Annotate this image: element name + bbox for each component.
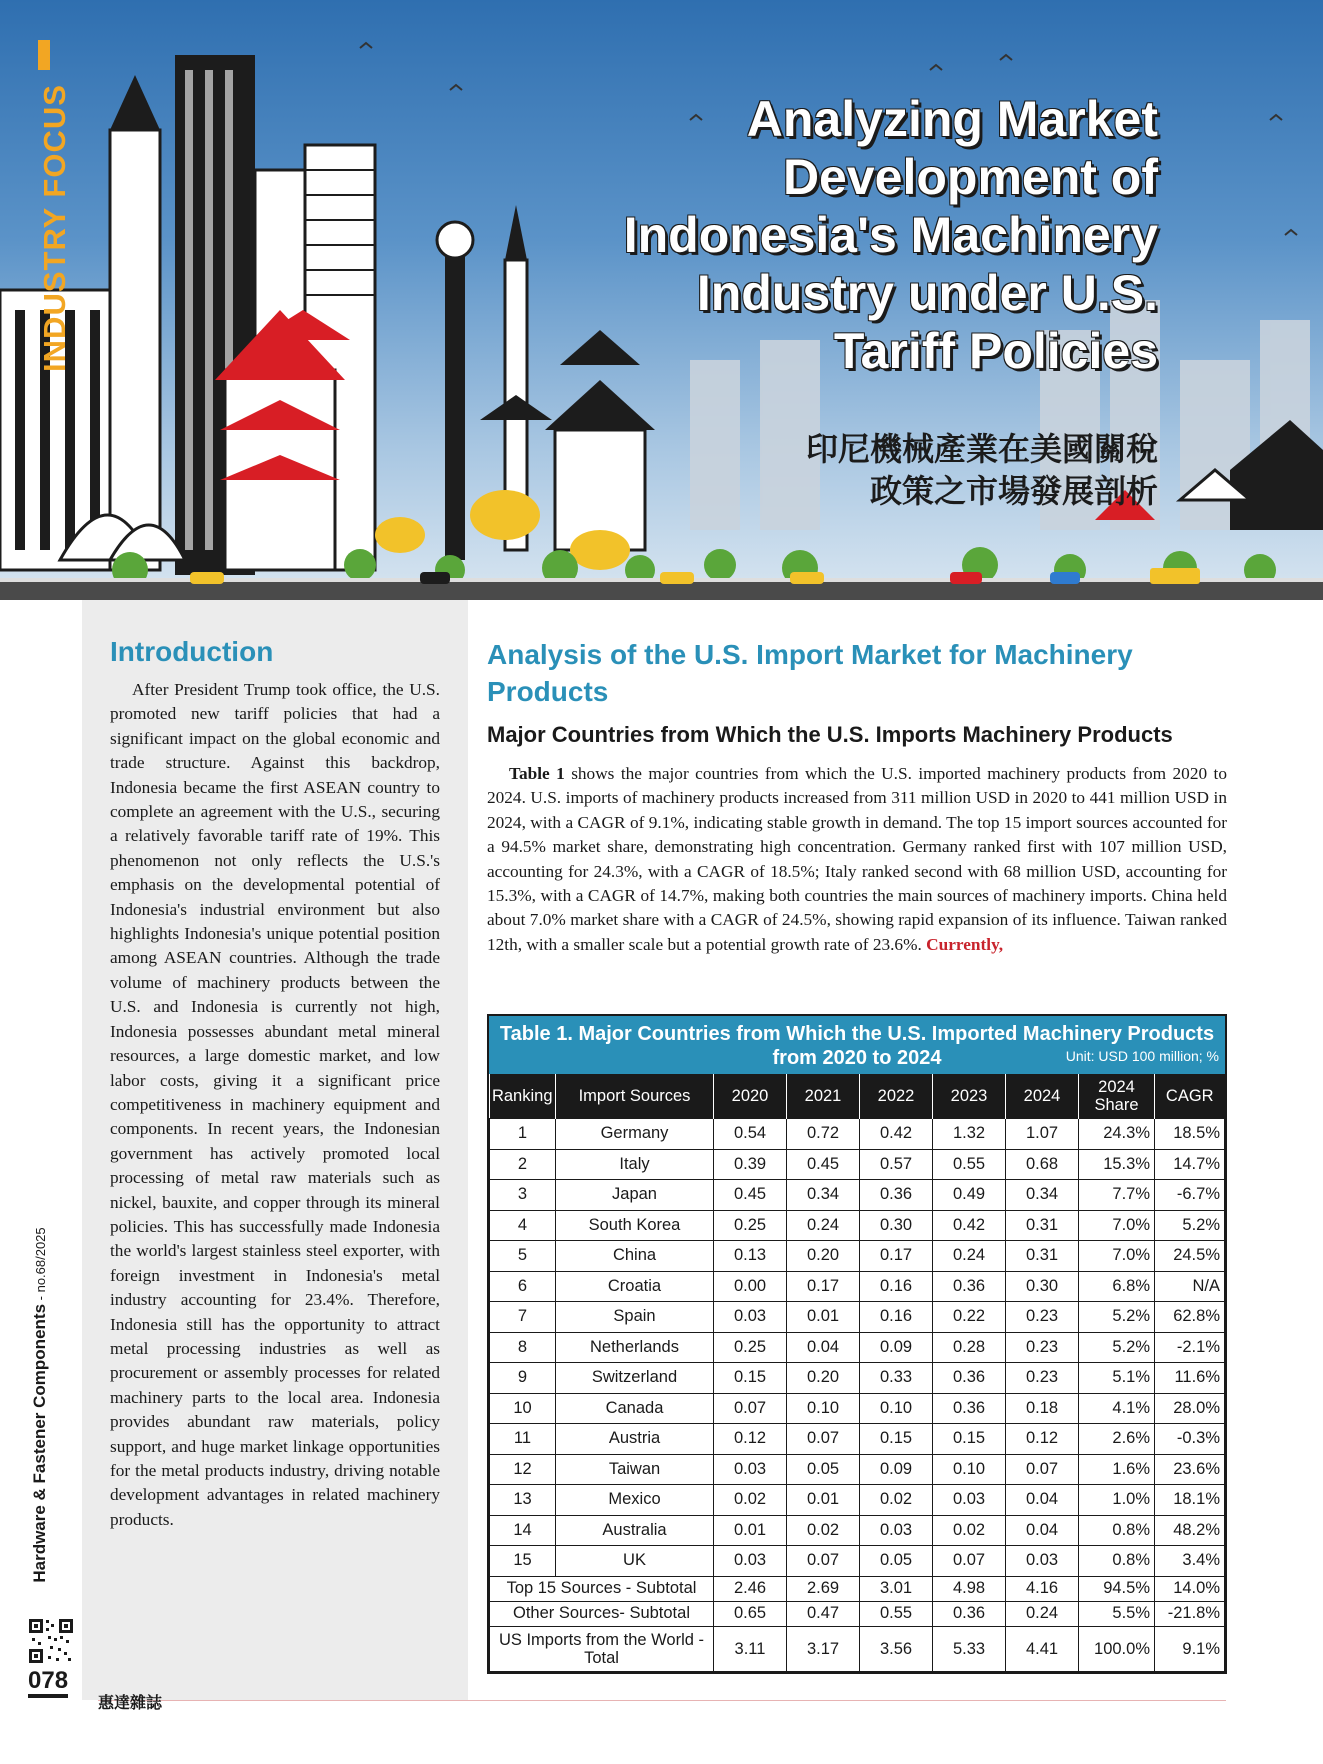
value-cell: 2.6% xyxy=(1079,1424,1155,1455)
value-cell: 0.07 xyxy=(787,1546,860,1577)
value-cell: 0.55 xyxy=(933,1149,1006,1180)
value-cell: 100.0% xyxy=(1079,1626,1155,1671)
country-cell: Spain xyxy=(556,1302,714,1333)
value-cell: 0.23 xyxy=(1006,1302,1079,1333)
table-row xyxy=(490,1210,1225,1241)
value-cell: 18.5% xyxy=(1155,1119,1225,1150)
value-cell: 0.45 xyxy=(787,1149,860,1180)
rank-cell: 14 xyxy=(490,1515,556,1546)
header-cell: 2024 Share xyxy=(1079,1074,1155,1119)
value-cell: 24.5% xyxy=(1155,1241,1225,1272)
value-cell: 0.05 xyxy=(860,1546,933,1577)
value-cell: 0.02 xyxy=(787,1515,860,1546)
magazine-name: 惠達雜誌 xyxy=(98,1693,163,1712)
header-cell: Import Sources xyxy=(556,1074,714,1119)
table-row xyxy=(490,1119,1225,1150)
value-cell: 0.47 xyxy=(787,1601,860,1626)
value-cell: 9.1% xyxy=(1155,1626,1225,1671)
value-cell: 0.15 xyxy=(860,1424,933,1455)
value-cell: 0.23 xyxy=(1006,1332,1079,1363)
value-cell: 0.07 xyxy=(787,1424,860,1455)
value-cell: 5.2% xyxy=(1155,1210,1225,1241)
value-cell: 0.57 xyxy=(860,1149,933,1180)
value-cell: 0.28 xyxy=(933,1332,1006,1363)
value-cell: 0.45 xyxy=(714,1180,787,1211)
footer-divider xyxy=(98,1700,1226,1701)
table-summary-row xyxy=(490,1601,1225,1626)
table-summary-row xyxy=(490,1626,1225,1671)
intro-heading: Introduction xyxy=(110,636,274,667)
rank-cell: 12 xyxy=(490,1454,556,1485)
value-cell: 0.24 xyxy=(787,1210,860,1241)
value-cell: 5.2% xyxy=(1079,1332,1155,1363)
country-cell: Australia xyxy=(556,1515,714,1546)
value-cell: 0.04 xyxy=(787,1332,860,1363)
value-cell: 3.4% xyxy=(1155,1546,1225,1577)
rank-cell: 6 xyxy=(490,1271,556,1302)
value-cell: 6.8% xyxy=(1079,1271,1155,1302)
value-cell: 0.23 xyxy=(1006,1363,1079,1394)
rank-cell: 7 xyxy=(490,1302,556,1333)
table-row xyxy=(490,1393,1225,1424)
country-cell: China xyxy=(556,1241,714,1272)
rank-cell: 4 xyxy=(490,1210,556,1241)
value-cell: 0.12 xyxy=(714,1424,787,1455)
country-cell: Mexico xyxy=(556,1485,714,1516)
value-cell: 3.01 xyxy=(860,1576,933,1601)
value-cell: 1.32 xyxy=(933,1119,1006,1150)
rank-cell: 11 xyxy=(490,1424,556,1455)
header-cell: CAGR xyxy=(1155,1074,1225,1119)
page-number: 078 xyxy=(28,1668,68,1698)
value-cell: 0.68 xyxy=(1006,1149,1079,1180)
country-cell: Taiwan xyxy=(556,1454,714,1485)
country-cell: Croatia xyxy=(556,1271,714,1302)
value-cell: 0.34 xyxy=(787,1180,860,1211)
value-cell: 0.09 xyxy=(860,1332,933,1363)
value-cell: 0.34 xyxy=(1006,1180,1079,1211)
value-cell: 0.36 xyxy=(860,1180,933,1211)
value-cell: 1.0% xyxy=(1079,1485,1155,1516)
value-cell: 94.5% xyxy=(1079,1576,1155,1601)
table-row xyxy=(490,1302,1225,1333)
section-tag-label: INDUSTRY FOCUS xyxy=(37,84,72,372)
value-cell: 28.0% xyxy=(1155,1393,1225,1424)
country-cell: Italy xyxy=(556,1149,714,1180)
value-cell: 0.25 xyxy=(714,1210,787,1241)
rank-cell: 13 xyxy=(490,1485,556,1516)
header-cell: 2022 xyxy=(860,1074,933,1119)
table-row xyxy=(490,1149,1225,1180)
table-summary-row xyxy=(490,1576,1225,1601)
table-row xyxy=(490,1271,1225,1302)
value-cell: 0.24 xyxy=(1006,1601,1079,1626)
header-cell: 2023 xyxy=(933,1074,1006,1119)
value-cell: 0.04 xyxy=(1006,1485,1079,1516)
value-cell: 0.42 xyxy=(933,1210,1006,1241)
value-cell: 0.42 xyxy=(860,1119,933,1150)
value-cell: 0.55 xyxy=(860,1601,933,1626)
rank-cell: 15 xyxy=(490,1546,556,1577)
value-cell: 7.0% xyxy=(1079,1210,1155,1241)
analysis-subheading: Major Countries from Which the U.S. Imports Machinery Products xyxy=(487,722,1173,747)
value-cell: 0.15 xyxy=(933,1424,1006,1455)
country-cell: Switzerland xyxy=(556,1363,714,1394)
value-cell: 14.7% xyxy=(1155,1149,1225,1180)
value-cell: 4.16 xyxy=(1006,1576,1079,1601)
intro-paragraph: After President Trump took office, the U.S. promoted new tariff policies that had a significant impact on the global economic and trade structure. Against this backdrop, Indonesia became the first ASEAN country to complete an agreement with the U.S., securing a relatively favorable tariff rate of 19%. This phenomenon not only reflects the U.S.'s emphasis on the developmental potential of Indonesia's industrial environment but also highlights Indonesia's unique potential position among ASEAN countries. Although the trade volume of machinery products between the U.S. and Indonesia is currently not high, Indonesia possesses abundant metal mineral resources, a large domestic market, and low labor costs, giving it a significant price competitiveness in machinery equipment and components. In recent years, the Indonesian government has actively promoted local processing of metal raw materials such as nickel, bauxite, and copper through its mineral policies. This has successfully made Indonesia the world's largest stainless steel exporter, with foreign investment in Indonesia's metal industry accounting for 23.4%. Therefore, Indonesia still has the opportunity to attract metal processing industries as well as procurement or assembly processes for related machinery parts to the local area. Indonesia provides abundant raw materials, policy support, and huge market linkage opportunities for the metal products industry, driving notable development advantages in related machinery products. xyxy=(110,680,440,1529)
value-cell: 0.30 xyxy=(860,1210,933,1241)
value-cell: 0.01 xyxy=(714,1515,787,1546)
value-cell: 0.33 xyxy=(860,1363,933,1394)
rank-cell: 8 xyxy=(490,1332,556,1363)
value-cell: 0.72 xyxy=(787,1119,860,1150)
value-cell: 0.8% xyxy=(1079,1546,1155,1577)
value-cell: 4.98 xyxy=(933,1576,1006,1601)
value-cell: 0.07 xyxy=(933,1546,1006,1577)
value-cell: 15.3% xyxy=(1079,1149,1155,1180)
country-cell: Japan xyxy=(556,1180,714,1211)
import-sources-table xyxy=(487,1014,1227,1674)
summary-label-cell: US Imports from the World - Total xyxy=(490,1626,714,1671)
table-title: Table 1. Major Countries from Which the U.S. Imported Machinery Products from 2020 to 2024 xyxy=(499,1023,1215,1069)
analysis-heading: Analysis of the U.S. Import Market for Machinery Products xyxy=(487,639,1133,707)
value-cell: 5.1% xyxy=(1079,1363,1155,1394)
value-cell: 0.24 xyxy=(933,1241,1006,1272)
title-zh-line: 政策之市場發展剖析 xyxy=(869,472,1158,510)
value-cell: 7.0% xyxy=(1079,1241,1155,1272)
table-header-row xyxy=(490,1074,1225,1119)
value-cell: 0.30 xyxy=(1006,1271,1079,1302)
value-cell: 1.07 xyxy=(1006,1119,1079,1150)
value-cell: 62.8% xyxy=(1155,1302,1225,1333)
value-cell: 0.36 xyxy=(933,1393,1006,1424)
country-cell: Netherlands xyxy=(556,1332,714,1363)
table-row xyxy=(490,1332,1225,1363)
analysis-text: shows the major countries from which the U.S. imported machinery products from 2020 to 2024. U.S. imports of machinery products increased from 311 million USD in 2020 to 441 million USD in 2024, with a CAGR of 9.1%, indicating stable growth in demand. The top 15 import sources accounted for a 94.5% market share, demonstrating high concentration. Germany ranked first with 107 million USD, accounting for 24.3%, with a CAGR of 18.5%; Italy ranked second with 68 million USD, accounting for 15.3%, with a CAGR of 14.7%, making both countries the main sources of machinery imports. China held about 7.0% market share with a CAGR of 24.5%, showing rapid expansion of its influence. Taiwan ranked 12th, with a smaller scale but a potential growth rate of 23.6%. xyxy=(487,764,1227,954)
value-cell: 0.02 xyxy=(860,1485,933,1516)
value-cell: 0.10 xyxy=(787,1393,860,1424)
value-cell: -6.7% xyxy=(1155,1180,1225,1211)
rank-cell: 10 xyxy=(490,1393,556,1424)
table-row xyxy=(490,1180,1225,1211)
value-cell: 5.5% xyxy=(1079,1601,1155,1626)
table-title-bar xyxy=(489,1016,1225,1074)
value-cell: 0.18 xyxy=(1006,1393,1079,1424)
rank-cell: 2 xyxy=(490,1149,556,1180)
value-cell: 0.02 xyxy=(933,1515,1006,1546)
value-cell: 0.03 xyxy=(714,1454,787,1485)
table-row xyxy=(490,1546,1225,1577)
hero-banner xyxy=(0,0,1323,600)
value-cell: 0.65 xyxy=(714,1601,787,1626)
value-cell: 3.56 xyxy=(860,1626,933,1671)
value-cell: 0.07 xyxy=(714,1393,787,1424)
value-cell: 0.22 xyxy=(933,1302,1006,1333)
title-line: Analyzing Market xyxy=(746,91,1158,147)
value-cell: -0.3% xyxy=(1155,1424,1225,1455)
value-cell: 4.1% xyxy=(1079,1393,1155,1424)
value-cell: 23.6% xyxy=(1155,1454,1225,1485)
table-reference: Table 1 xyxy=(509,764,565,783)
value-cell: 0.01 xyxy=(787,1302,860,1333)
value-cell: 0.03 xyxy=(933,1485,1006,1516)
table-body xyxy=(490,1119,1225,1672)
title-line: Industry under U.S. xyxy=(696,265,1158,321)
country-cell: South Korea xyxy=(556,1210,714,1241)
summary-label-cell: Top 15 Sources - Subtotal xyxy=(490,1576,714,1601)
value-cell: 0.05 xyxy=(787,1454,860,1485)
table-row xyxy=(490,1424,1225,1455)
summary-label-cell: Other Sources- Subtotal xyxy=(490,1601,714,1626)
value-cell: 0.8% xyxy=(1079,1515,1155,1546)
header-cell: 2021 xyxy=(787,1074,860,1119)
header-cell: 2020 xyxy=(714,1074,787,1119)
value-cell: 0.31 xyxy=(1006,1241,1079,1272)
section-tag-accent xyxy=(38,40,50,70)
value-cell: 0.03 xyxy=(714,1302,787,1333)
value-cell: 4.41 xyxy=(1006,1626,1079,1671)
value-cell: -21.8% xyxy=(1155,1601,1225,1626)
value-cell: 0.12 xyxy=(1006,1424,1079,1455)
country-cell: Austria xyxy=(556,1424,714,1455)
value-cell: 0.54 xyxy=(714,1119,787,1150)
table-row xyxy=(490,1241,1225,1272)
value-cell: 7.7% xyxy=(1079,1180,1155,1211)
value-cell: 1.6% xyxy=(1079,1454,1155,1485)
continued-text: Currently, xyxy=(926,934,1004,954)
table-row xyxy=(490,1515,1225,1546)
value-cell: 0.03 xyxy=(1006,1546,1079,1577)
value-cell: 0.39 xyxy=(714,1149,787,1180)
value-cell: 0.04 xyxy=(1006,1515,1079,1546)
rank-cell: 9 xyxy=(490,1363,556,1394)
value-cell: 0.17 xyxy=(787,1271,860,1302)
section-tag xyxy=(30,40,72,372)
value-cell: 24.3% xyxy=(1079,1119,1155,1150)
country-cell: Canada xyxy=(556,1393,714,1424)
header-cell: Ranking xyxy=(490,1074,556,1119)
value-cell: 0.03 xyxy=(860,1515,933,1546)
value-cell: 0.25 xyxy=(714,1332,787,1363)
value-cell: 48.2% xyxy=(1155,1515,1225,1546)
value-cell: 0.20 xyxy=(787,1241,860,1272)
value-cell: 0.36 xyxy=(933,1363,1006,1394)
value-cell: 0.07 xyxy=(1006,1454,1079,1485)
value-cell: 0.17 xyxy=(860,1241,933,1272)
country-cell: Germany xyxy=(556,1119,714,1150)
value-cell: 0.10 xyxy=(860,1393,933,1424)
value-cell: 5.33 xyxy=(933,1626,1006,1671)
table-row xyxy=(490,1454,1225,1485)
value-cell: 0.15 xyxy=(714,1363,787,1394)
value-cell: 0.36 xyxy=(933,1601,1006,1626)
table-row xyxy=(490,1363,1225,1394)
value-cell: 0.03 xyxy=(714,1546,787,1577)
rank-cell: 3 xyxy=(490,1180,556,1211)
value-cell: 14.0% xyxy=(1155,1576,1225,1601)
value-cell: 3.11 xyxy=(714,1626,787,1671)
value-cell: 0.09 xyxy=(860,1454,933,1485)
title-zh-line: 印尼機械產業在美國關稅 xyxy=(805,430,1158,468)
title-line: Indonesia's Machinery xyxy=(623,207,1158,263)
value-cell: 0.02 xyxy=(714,1485,787,1516)
value-cell: 0.00 xyxy=(714,1271,787,1302)
value-cell: 0.16 xyxy=(860,1271,933,1302)
value-cell: 0.49 xyxy=(933,1180,1006,1211)
publication-label xyxy=(30,1160,50,1650)
table-unit: Unit: USD 100 million; % xyxy=(1065,1048,1219,1064)
publication-name: Hardware & Fastener Components xyxy=(30,1303,49,1583)
issue-number: - no.68/2025 xyxy=(33,1227,48,1304)
value-cell: N/A xyxy=(1155,1271,1225,1302)
table-row xyxy=(490,1485,1225,1516)
title-line: Development of xyxy=(782,149,1158,205)
qr-code-icon[interactable] xyxy=(28,1618,74,1664)
value-cell: 0.01 xyxy=(787,1485,860,1516)
article-title-chinese xyxy=(806,428,1158,512)
value-cell: 2.46 xyxy=(714,1576,787,1601)
value-cell: 0.16 xyxy=(860,1302,933,1333)
header-cell: 2024 xyxy=(1006,1074,1079,1119)
country-cell: UK xyxy=(556,1546,714,1577)
value-cell: 18.1% xyxy=(1155,1485,1225,1516)
analysis-paragraph xyxy=(487,762,1227,957)
value-cell: 0.31 xyxy=(1006,1210,1079,1241)
value-cell: 3.17 xyxy=(787,1626,860,1671)
value-cell: 0.20 xyxy=(787,1363,860,1394)
value-cell: -2.1% xyxy=(1155,1332,1225,1363)
data-table xyxy=(489,1074,1225,1672)
rank-cell: 5 xyxy=(490,1241,556,1272)
value-cell: 0.10 xyxy=(933,1454,1006,1485)
value-cell: 0.36 xyxy=(933,1271,1006,1302)
value-cell: 5.2% xyxy=(1079,1302,1155,1333)
title-line: Tariff Policies xyxy=(833,323,1158,379)
rank-cell: 1 xyxy=(490,1119,556,1150)
value-cell: 0.13 xyxy=(714,1241,787,1272)
article-title xyxy=(518,90,1158,380)
value-cell: 2.69 xyxy=(787,1576,860,1601)
value-cell: 11.6% xyxy=(1155,1363,1225,1394)
